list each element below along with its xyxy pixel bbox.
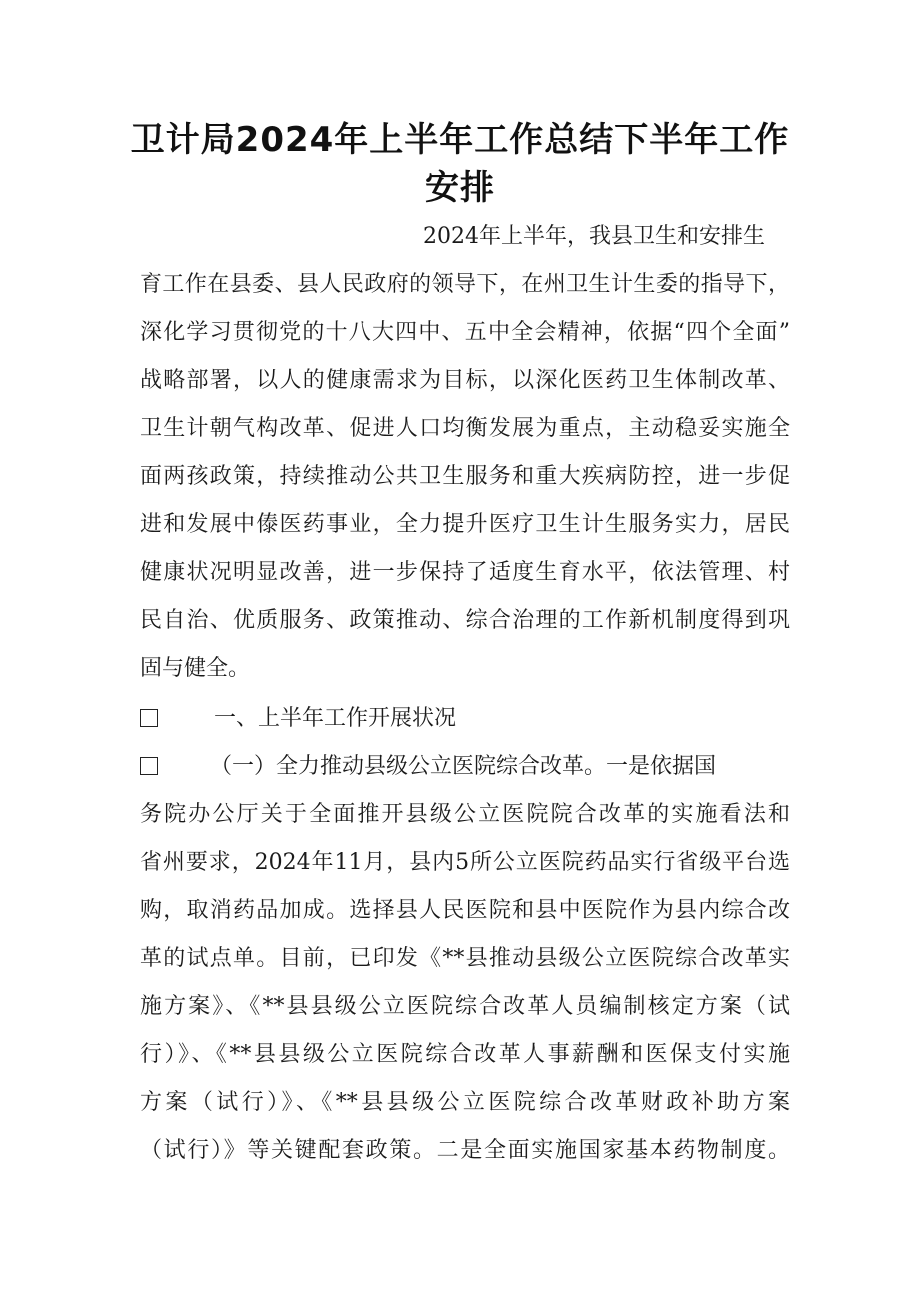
subsection-line: 方案（试行）》、《**县县级公立医院综合改革财政补助方案 xyxy=(140,1090,790,1115)
document-title-line-2: 安排 xyxy=(425,168,495,208)
subsection-line: 务院办公厅关于全面推开县级公立医院院合改革的实施看法和 xyxy=(140,802,790,827)
subsection-first-row xyxy=(140,752,790,782)
intro-line: 育工作在县委、县人民政府的领导下，在州卫生计生委的指导下， xyxy=(140,272,790,297)
intro-line: 民自治、优质服务、政策推动、综合治理的工作新机制度得到巩 xyxy=(140,608,790,633)
subsection-line: 施方案》、《**县县级公立医院综合改革人员编制核定方案（试 xyxy=(140,994,790,1019)
intro-line: 固与健全。 xyxy=(140,656,251,681)
intro-line: 深化学习贯彻党的十八大四中、五中全会精神，依据“四个全面” xyxy=(140,320,790,345)
document-title-line-1: 卫计局2024年上半年工作总结下半年工作 xyxy=(130,120,790,160)
intro-line: 卫生计朝气构改革、促进人口均衡发展为重点，主动稳妥实施全 xyxy=(140,416,790,441)
intro-line: 进和发展中傣医药事业，全力提升医疗卫生计生服务实力，居民 xyxy=(140,512,790,537)
checkbox-square-icon xyxy=(140,757,158,775)
section-heading-row xyxy=(140,704,790,734)
checkbox-square-icon xyxy=(140,709,158,727)
intro-line: 战略部署，以人的健康需求为目标，以深化医药卫生体制改革、 xyxy=(140,368,790,393)
intro-line: 面两孩政策，持续推动公共卫生服务和重大疾病防控，进一步促 xyxy=(140,464,790,489)
subsection-line: 省州要求，2024年11月，县内5所公立医院药品实行省级平台选 xyxy=(140,850,790,875)
subsection-line: （试行）》等关键配套政策。二是全面实施国家基本药物制度。 xyxy=(140,1138,790,1163)
subsection-first-line: （一）全力推动县级公立医院综合改革。一是依据国 xyxy=(210,754,717,779)
subsection-line: 革的试点单。目前，已印发《**县推动县级公立医院综合改革实 xyxy=(140,946,790,971)
section-heading: 一、上半年工作开展状况 xyxy=(214,706,457,731)
intro-line: 健康状况明显改善，进一步保持了适度生育水平，依法管理、村 xyxy=(140,560,790,585)
subsection-line: 行）》、《**县县级公立医院综合改革人事薪酬和医保支付实施 xyxy=(140,1042,790,1067)
subsection-line: 购，取消药品加成。选择县人民医院和县中医院作为县内综合改 xyxy=(140,898,790,923)
intro-line: 2024年上半年，我县卫生和安排生 xyxy=(423,224,765,249)
